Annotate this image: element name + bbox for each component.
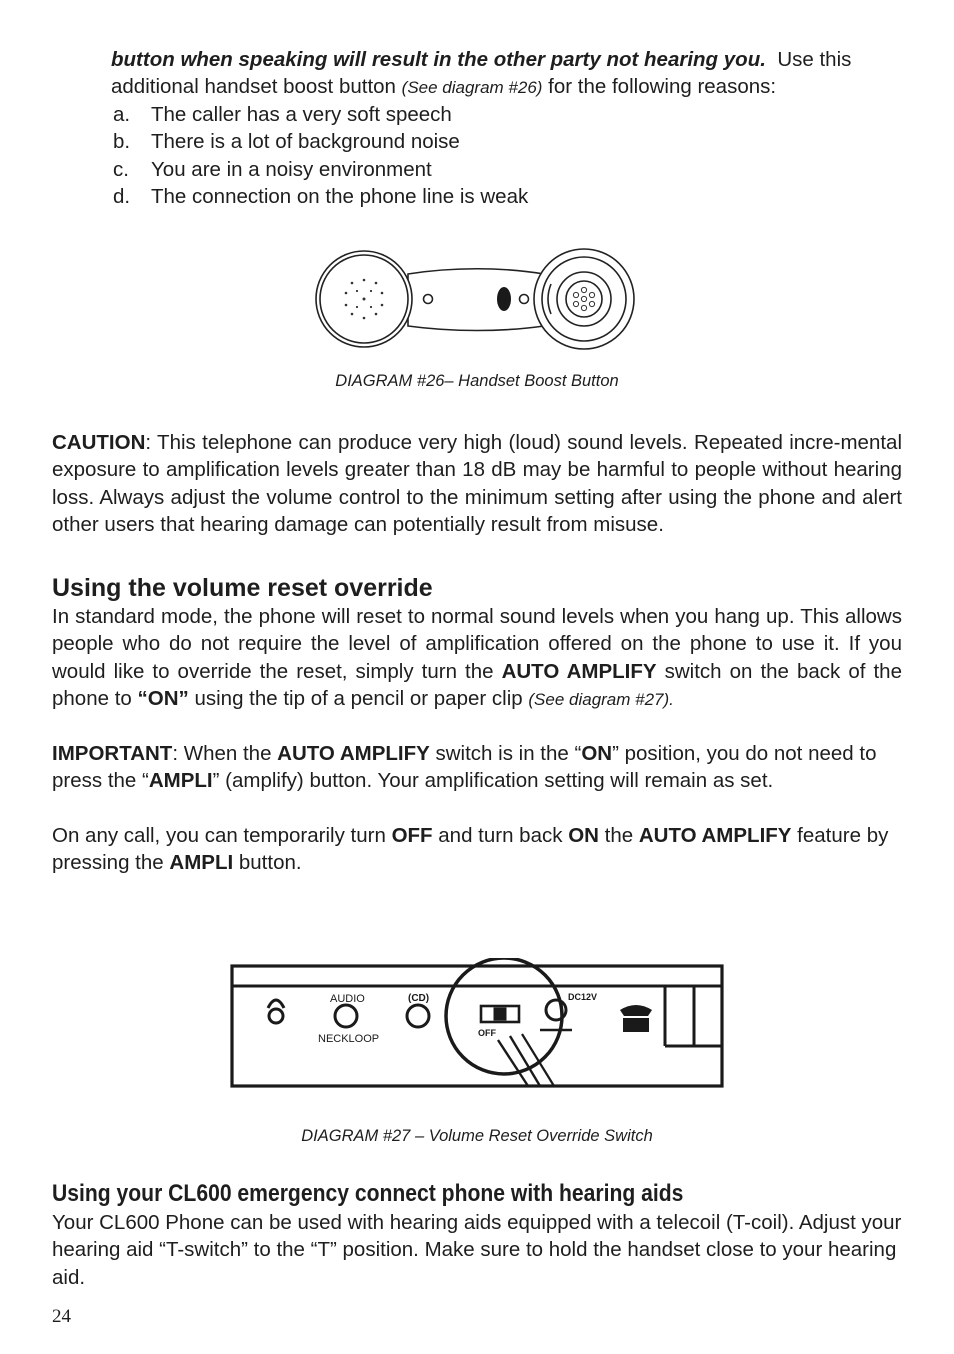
reset-text-3: using the tip of a pencil or paper clip [194, 687, 523, 711]
intro-warning-text: button when speaking will result in the other party not hearing you. [111, 48, 766, 71]
off-term: OFF [391, 824, 433, 847]
handset-boost-diagram [312, 246, 638, 356]
ampli-text-3: the [604, 824, 634, 847]
important-text-2: switch is in the “ [435, 742, 582, 765]
volume-reset-heading: Using the volume reset override [52, 574, 433, 602]
caution-paragraph [52, 429, 902, 539]
auto-amplify-term: AUTO AMPLIFY [638, 824, 792, 847]
diagram-26-caption: DIAGRAM #26– Handset Boost Button [335, 372, 619, 390]
important-text-4: ” (amplify) button. Your amplification setting will remain as set. [212, 769, 774, 793]
list-marker: a. [113, 103, 131, 126]
boost-button [497, 287, 511, 311]
intro-text-2: for the following reasons: [548, 75, 777, 99]
hearing-aids-heading: Using your CL600 emergency connect phone with hearing aids [52, 1180, 684, 1207]
intro-paragraph [111, 46, 902, 102]
list-item [113, 128, 528, 155]
diagram-27-caption: DIAGRAM #27 – Volume Reset Override Switch [301, 1127, 653, 1145]
important-label: IMPORTANT [52, 742, 173, 765]
reasons-list [113, 101, 528, 211]
list-item-text: There is a lot of background noise [151, 130, 460, 154]
reset-text-1: In standard mode, the phone will reset to normal sound levels when you hang up. This allows people who do not require the level of amplification offered on the phone to use it. If you would like to override the reset, simply turn the [52, 605, 902, 683]
diagram-27-reference: (See diagram #27). [528, 690, 674, 710]
auto-amplify-term: AUTO AMPLIFY [277, 742, 430, 765]
caution-label: CAUTION [52, 431, 146, 454]
list-item [113, 156, 528, 183]
ampli-text-4: feature by pressing the [52, 824, 889, 875]
label-off: OFF [478, 1028, 496, 1038]
ampli-term: AMPLI [169, 851, 234, 875]
caution-text: : This telephone can produce very high (loud) sound levels. Repeated incre-mental exposure to amplification levels greater than 18 dB may be harmful to people without hearing loss. Always adjust the volume control to the minimum setting after using the phone and alert other users that hearing damage can potentially result from misuse. [52, 431, 902, 537]
auto-amplify-term: AUTO AMPLIFY [501, 659, 657, 683]
important-text-3: ” position, you do not need to press the “ [52, 742, 877, 793]
audio-neckloop-port [335, 1005, 357, 1027]
volume-reset-paragraph [52, 603, 902, 714]
list-marker: b. [113, 130, 131, 154]
on-term: “ON” [137, 687, 189, 711]
back-panel-diagram [228, 958, 726, 1092]
label-audio: AUDIO [330, 993, 365, 1005]
on-term: ON [568, 824, 599, 847]
label-cd: (CD) [408, 993, 430, 1004]
list-item [113, 183, 528, 210]
on-term: ON [581, 742, 613, 765]
list-marker: c. [113, 157, 129, 181]
ampli-text-2: and turn back [438, 824, 563, 847]
headset-port-icon [268, 1000, 284, 1008]
list-marker: d. [113, 185, 131, 209]
list-item-text: The connection on the phone line is weak [151, 185, 529, 209]
hearing-aids-paragraph: Your CL600 Phone can be used with hearing aids equipped with a telecoil (T-coil). Adjust your hearing aid “T-switch” to the “T” position. Make sure to hold the handset close to your hearing aid. [52, 1211, 902, 1289]
ampli-text-1: On any call, you can temporarily turn [52, 824, 386, 847]
ampli-term: AMPLI [148, 769, 213, 793]
page-number: 24 [52, 1306, 71, 1327]
handset-mouthpiece [534, 249, 634, 349]
label-neckloop: NECKLOOP [318, 1033, 380, 1045]
ampli-text-5: button. [238, 851, 302, 875]
reset-text-2: switch on the back of the phone to [52, 659, 902, 711]
list-item-text: The caller has a very soft speech [151, 103, 452, 126]
phone-line-icon [620, 1005, 652, 1032]
handset-body [408, 269, 544, 331]
list-item [113, 101, 528, 128]
important-text-1: : When the [172, 742, 272, 765]
ampli-paragraph [52, 822, 902, 877]
important-paragraph [52, 740, 902, 795]
label-dc12v: DC12V [568, 992, 598, 1002]
list-item-text: You are in a noisy environment [151, 157, 432, 181]
cd-port [407, 1005, 429, 1027]
diagram-26-reference: (See diagram #26) [401, 78, 543, 98]
intro-text-1: Use this additional handset boost button [111, 48, 852, 99]
